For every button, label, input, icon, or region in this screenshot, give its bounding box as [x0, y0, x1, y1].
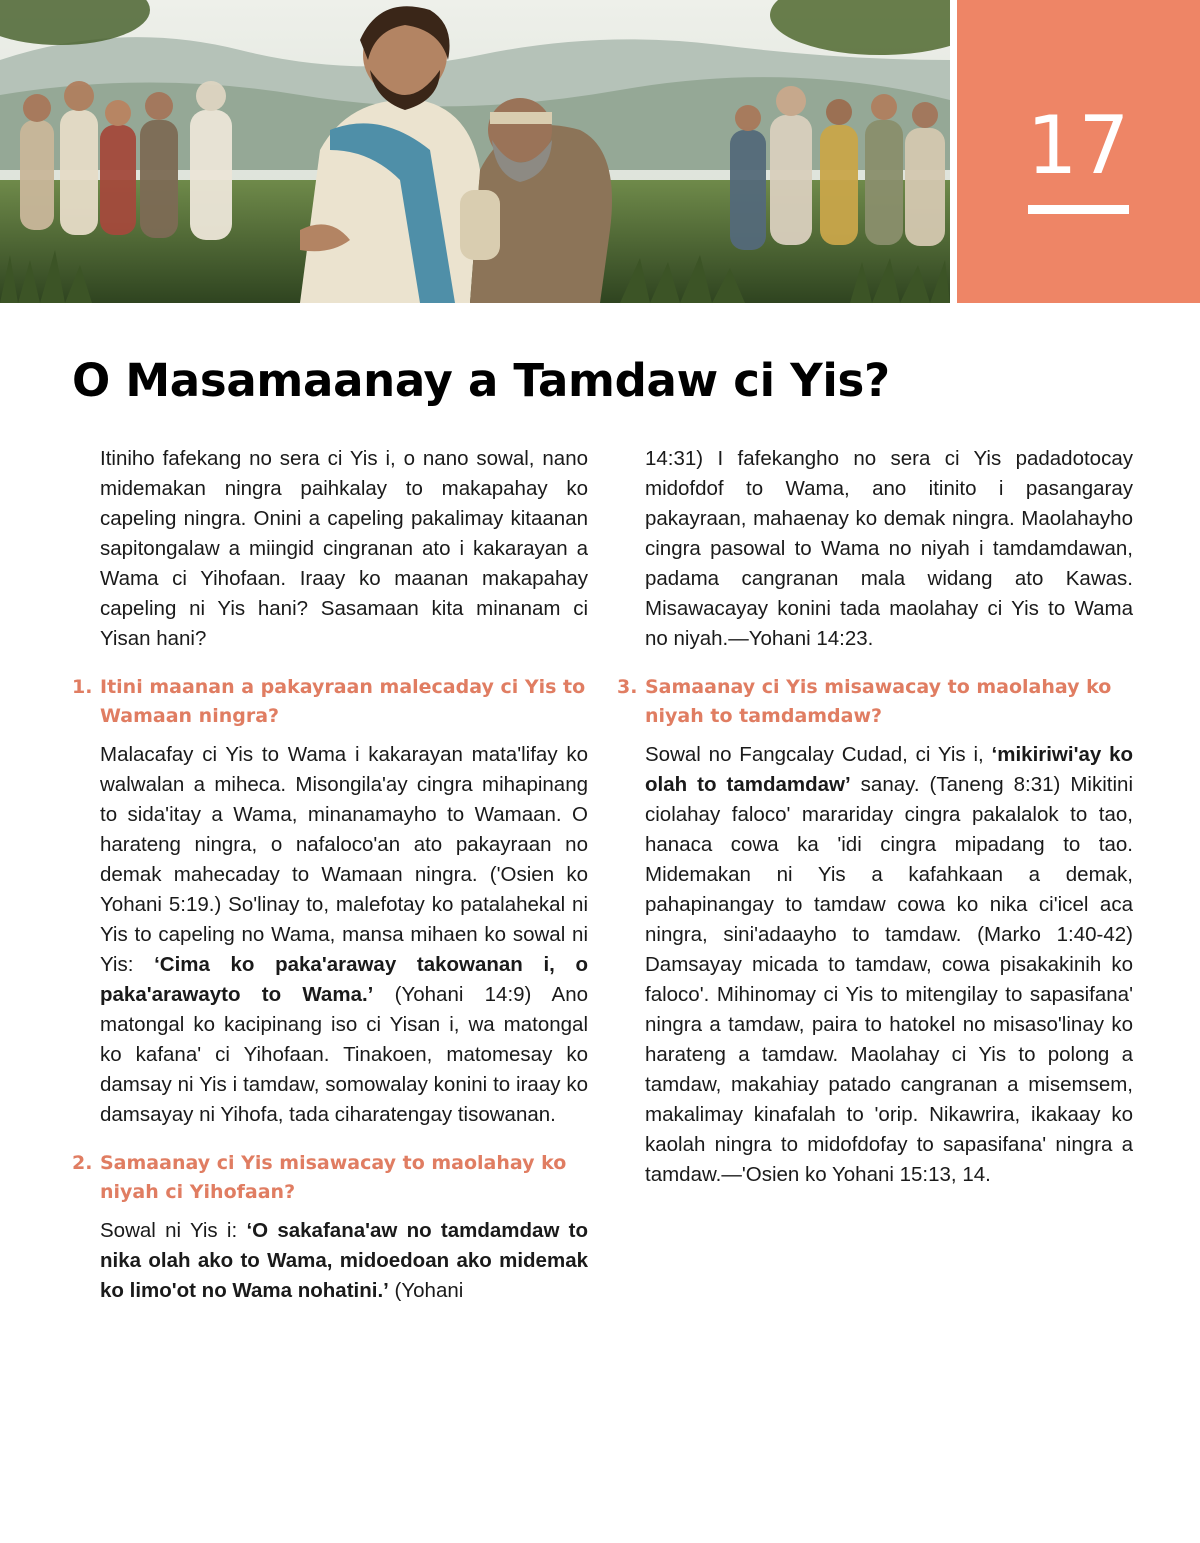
lesson-number-box: [957, 0, 1200, 303]
answer-1-text-b: (Yohani 14:9) Ano matongal ko kacipinang iso ci Yisan i, wa matongal ko kafana' ci Yihofaan. Tinakoen, matomesay ko damsay ni Yis i tamdaw, somowalay konini to iraay ko damsayay ni Yihofa, tada ciharatengay tisowanan.: [100, 983, 588, 1126]
question-2-number: 2.: [72, 1152, 93, 1174]
answer-3-paragraph: [645, 740, 1133, 1190]
answer-3-text-b: sanay. (Taneng 8:31) Mikitini ciolahay faloco' marariday cingra pakalalok to tao, hanaca cowa ka 'idi cingra mipadang to tao. Midemakan ni Yis a kafahkaan a demak, pahapinangay to tamdaw cowa ko nika ci'icel aca ningra, sini'adaayho to tamdaw. (Marko 1:40-42) Damsayay micada to tamdaw, cowa pisakakinih ko faloco'. Mihinomay ci Yis to mitengilay to sapasifana' ningra a tamdaw, paira to hatokel no misaso'linay ko harateng a tamdaw. Maolahay ci Yis to polong a tamdaw, makahiay patado cangranan a misemsem, makalimay kinafalah to 'orip. Nikawrira, ikakaay ko kaolah ningra to midofdofay to sapasifana' ningra a tamdaw.—'Osien ko Yohani 15:13, 14.: [645, 773, 1133, 1186]
intro-paragraph: Itiniho fafekang no sera ci Yis i, o nano sowal, nano midemakan ningra paihkalay to makapahay ko capeling ningra. Onini a capeling pakalimay kitaanan sapitongalaw a miingid cingranan ato i kakarayan a Wama ci Yihofaan. Iraay ko maanan makapahay capeling ni Yis hani? Sasamaan kita minanam ci Yisan hani?: [100, 447, 588, 650]
answer-3-text-a: Sowal no Fangcalay Cudad, ci Yis i,: [645, 743, 992, 766]
hero-image: [0, 0, 950, 303]
question-3: [617, 673, 1133, 731]
hero-illustration: [0, 0, 950, 303]
question-3-number: 3.: [617, 676, 638, 698]
question-1-text: Itini maanan a pakayraan malecaday ci Yis to Wamaan ningra?: [100, 676, 586, 727]
lesson-number: 17: [1026, 99, 1131, 192]
question-1: [72, 673, 588, 731]
page-title: O Masamaanay a Tamdaw ci Yis?: [72, 354, 890, 407]
question-2-text: Samaanay ci Yis misawacay to maolahay ko niyah ci Yihofaan?: [100, 1152, 567, 1203]
question-1-number: 1.: [72, 676, 93, 698]
answer-2-quote: ‘O sakafana'aw no tamdamdaw to nika olah ako to Wama, midoedoan ako midemak ko limo'ot no Wama nohatini.’: [100, 1219, 588, 1302]
lesson-number-underline: [1028, 205, 1129, 214]
answer-1-quote: ‘Cima ko paka'araway takowanan i, o paka'arawayto to Wama.’: [100, 953, 588, 1006]
question-2: [72, 1149, 588, 1207]
question-3-text: Samaanay ci Yis misawacay to maolahay ko niyah to tamdamdaw?: [645, 676, 1112, 727]
left-column: [72, 444, 588, 1306]
answer-2-text-b: (Yohani: [388, 1279, 464, 1302]
answer-1-text-a: Malacafay ci Yis to Wama i kakarayan mata'lifay ko walwalan a miheca. Misongila'ay cingra mihapinang to sida'itay a Wama, minanamayho to Wamaan. O harateng ningra, o nafaloco'an ato pakayraan no demak mahecaday to Wamaan ningra. ('Osien ko Yohani 5:19.) So'linay to, malefotay ko patalahekal ni Yis to capeling no Wama, mansa mihaen ko sowal ni Yis:: [100, 743, 588, 976]
answer-2-continued: 14:31) I fafekangho no sera ci Yis padadotocay midofdof to Wama, ano itinito i pasangaray pakayraan, mahaenay ko demak ningra. Maolahayho cingra pasowal to Wama no niyah i tamdamdawan, padama cangranan mala widang ato Kawas. Misawacayay konini tada maolahay ci Yis to Wama no niyah.—Yohani 14:23.: [645, 447, 1133, 650]
answer-3-quote: ‘mikiriwi'ay ko olah to tamdamdaw’: [645, 743, 1134, 796]
answer-2-text-a: Sowal ni Yis i:: [100, 1219, 247, 1242]
answer-1-paragraph: [100, 740, 588, 1130]
right-column: [617, 444, 1134, 1190]
answer-2-paragraph: [100, 1216, 588, 1306]
